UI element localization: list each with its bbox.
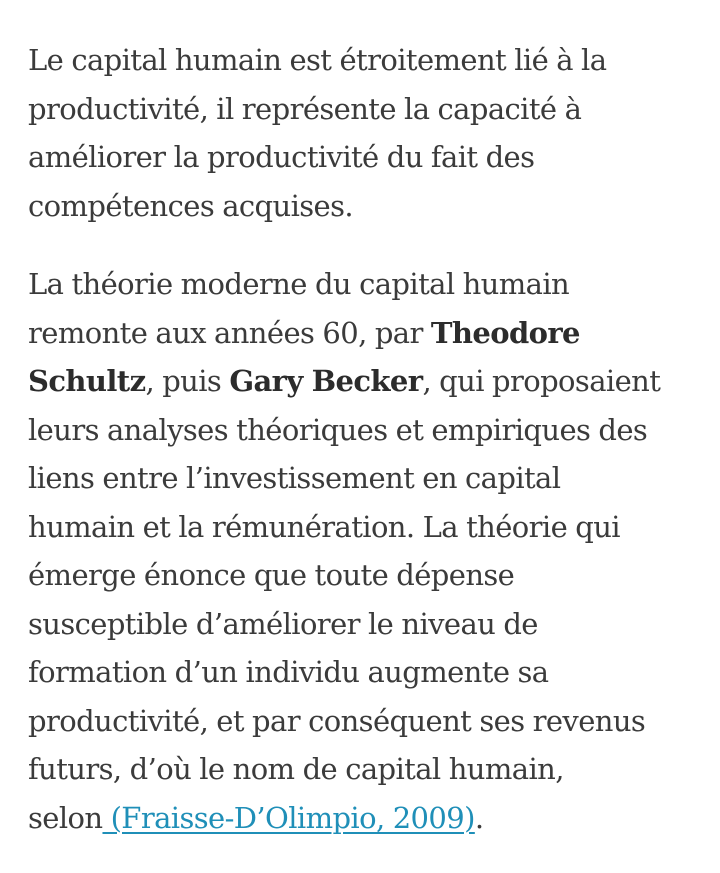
author-name-schultz: Schultz bbox=[28, 364, 146, 398]
text-line: améliorer la productivité du fait des bbox=[28, 140, 535, 174]
text-run: selon bbox=[28, 800, 103, 835]
citation-link-fraisse-dolimpio[interactable]: (Fraisse-D’Olimpio, 2009) bbox=[102, 800, 475, 835]
text-line: futurs, d’où le nom de capital humain, bbox=[28, 752, 564, 786]
text-line: susceptible d’améliorer le niveau de bbox=[28, 606, 538, 641]
text-run: remonte aux années 60, par bbox=[28, 315, 431, 350]
text-line: compétences acquises. bbox=[28, 188, 354, 223]
text-line: productivité, et par conséquent ses revenus bbox=[28, 703, 646, 738]
text-run: , qui proposaient bbox=[422, 364, 661, 398]
text-line: leurs analyses théoriques et empiriques des bbox=[28, 412, 648, 447]
text-line bbox=[28, 357, 693, 406]
text-line: humain et la rémunération. La théorie qui bbox=[28, 509, 620, 544]
text-line bbox=[28, 309, 693, 358]
text-line: liens entre l’investissement en capital bbox=[28, 461, 561, 495]
author-name-theodore: Theodore bbox=[430, 315, 580, 350]
article-body bbox=[28, 36, 693, 842]
paragraph-capital-humain-definition bbox=[28, 36, 693, 230]
text-run: , puis bbox=[145, 364, 230, 398]
text-run: . bbox=[474, 800, 484, 835]
text-line bbox=[28, 794, 693, 843]
text-line: La théorie moderne du capital humain bbox=[28, 267, 570, 301]
text-line: formation d’un individu augmente sa bbox=[28, 655, 549, 689]
text-line: Le capital humain est étroitement lié à la bbox=[28, 43, 607, 77]
text-line: productivité, il représente la capacité à bbox=[28, 91, 582, 126]
paragraph-theorie-moderne bbox=[28, 260, 693, 842]
text-line: émerge énonce que toute dépense bbox=[28, 558, 515, 592]
author-name-gary-becker: Gary Becker bbox=[229, 364, 423, 398]
